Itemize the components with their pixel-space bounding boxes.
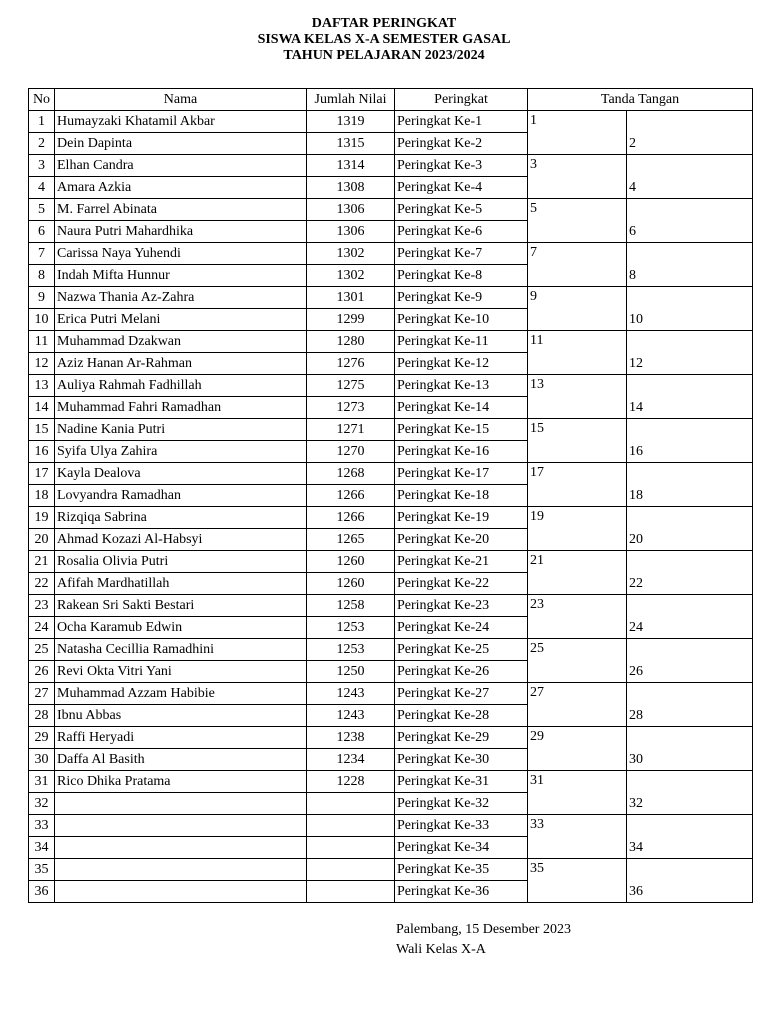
column-header-signature: Tanda Tangan [528, 89, 753, 111]
signature-slot-left [528, 221, 627, 243]
student-name: Afifah Mardhatillah [55, 573, 307, 595]
row-number: 17 [29, 463, 55, 485]
signature-slot-left [528, 573, 627, 595]
student-name: Naura Putri Mahardhika [55, 221, 307, 243]
student-name: Carissa Naya Yuhendi [55, 243, 307, 265]
signature-slot-right [627, 419, 753, 441]
signature-slot-right: 34 [627, 837, 753, 859]
rank-label: Peringkat Ke-30 [395, 749, 528, 771]
total-score [307, 815, 395, 837]
signature-slot-right: 14 [627, 397, 753, 419]
signature-slot-left: 35 [528, 859, 627, 881]
table-row [29, 375, 753, 397]
row-number: 7 [29, 243, 55, 265]
rank-label: Peringkat Ke-12 [395, 353, 528, 375]
table-row [29, 881, 753, 903]
total-score: 1260 [307, 573, 395, 595]
student-name: Ibnu Abbas [55, 705, 307, 727]
signature-slot-right [627, 771, 753, 793]
table-row [29, 551, 753, 573]
signature-slot-right [627, 815, 753, 837]
signature-slot-right [627, 727, 753, 749]
total-score: 1234 [307, 749, 395, 771]
total-score [307, 837, 395, 859]
column-header-name: Nama [55, 89, 307, 111]
student-name: Indah Mifta Hunnur [55, 265, 307, 287]
ranking-table [28, 88, 753, 903]
signature-slot-left [528, 309, 627, 331]
student-name: Rico Dhika Pratama [55, 771, 307, 793]
row-number: 29 [29, 727, 55, 749]
total-score: 1275 [307, 375, 395, 397]
rank-label: Peringkat Ke-15 [395, 419, 528, 441]
signature-slot-left [528, 353, 627, 375]
student-name: Muhammad Azzam Habibie [55, 683, 307, 705]
total-score [307, 881, 395, 903]
total-score: 1271 [307, 419, 395, 441]
student-name: Ahmad Kozazi Al-Habsyi [55, 529, 307, 551]
table-row [29, 133, 753, 155]
signature-slot-right: 30 [627, 749, 753, 771]
signature-slot-left [528, 441, 627, 463]
row-number: 16 [29, 441, 55, 463]
signature-slot-left [528, 485, 627, 507]
signature-slot-right [627, 463, 753, 485]
total-score: 1243 [307, 705, 395, 727]
student-name: Auliya Rahmah Fadhillah [55, 375, 307, 397]
student-name [55, 815, 307, 837]
table-row [29, 727, 753, 749]
student-name [55, 837, 307, 859]
row-number: 2 [29, 133, 55, 155]
rank-label: Peringkat Ke-19 [395, 507, 528, 529]
signature-slot-right: 28 [627, 705, 753, 727]
row-number: 34 [29, 837, 55, 859]
signature-slot-left: 33 [528, 815, 627, 837]
signature-slot-left [528, 793, 627, 815]
rank-label: Peringkat Ke-9 [395, 287, 528, 309]
table-row [29, 749, 753, 771]
rank-label: Peringkat Ke-34 [395, 837, 528, 859]
total-score: 1306 [307, 221, 395, 243]
rank-label: Peringkat Ke-20 [395, 529, 528, 551]
student-name: Daffa Al Basith [55, 749, 307, 771]
row-number: 20 [29, 529, 55, 551]
row-number: 28 [29, 705, 55, 727]
signature-slot-left: 9 [528, 287, 627, 309]
total-score: 1258 [307, 595, 395, 617]
rank-label: Peringkat Ke-27 [395, 683, 528, 705]
rank-label: Peringkat Ke-17 [395, 463, 528, 485]
signature-slot-right: 20 [627, 529, 753, 551]
total-score: 1306 [307, 199, 395, 221]
row-number: 1 [29, 111, 55, 133]
total-score: 1302 [307, 243, 395, 265]
table-row [29, 111, 753, 133]
rank-label: Peringkat Ke-5 [395, 199, 528, 221]
total-score: 1238 [307, 727, 395, 749]
signature-slot-left [528, 749, 627, 771]
student-name: Ocha Karamub Edwin [55, 617, 307, 639]
total-score: 1319 [307, 111, 395, 133]
signature-slot-right: 26 [627, 661, 753, 683]
rank-label: Peringkat Ke-28 [395, 705, 528, 727]
table-row [29, 617, 753, 639]
signature-slot-right [627, 507, 753, 529]
signature-slot-left: 3 [528, 155, 627, 177]
row-number: 3 [29, 155, 55, 177]
document-subtitle: SISWA KELAS X-A SEMESTER GASAL [257, 32, 511, 47]
rank-label: Peringkat Ke-23 [395, 595, 528, 617]
rank-label: Peringkat Ke-13 [395, 375, 528, 397]
place-date: Palembang, 15 Desember 2023 [396, 922, 571, 937]
signature-slot-right: 32 [627, 793, 753, 815]
rank-label: Peringkat Ke-11 [395, 331, 528, 353]
signature-slot-right [627, 331, 753, 353]
table-row [29, 815, 753, 837]
signature-slot-left: 19 [528, 507, 627, 529]
student-name: M. Farrel Abinata [55, 199, 307, 221]
signature-slot-right [627, 243, 753, 265]
total-score: 1276 [307, 353, 395, 375]
signature-slot-left [528, 133, 627, 155]
total-score: 1302 [307, 265, 395, 287]
total-score [307, 859, 395, 881]
signature-slot-right: 4 [627, 177, 753, 199]
rank-label: Peringkat Ke-31 [395, 771, 528, 793]
signature-slot-left: 5 [528, 199, 627, 221]
row-number: 35 [29, 859, 55, 881]
column-header-score: Jumlah Nilai [307, 89, 395, 111]
signature-slot-left [528, 617, 627, 639]
signature-slot-left [528, 397, 627, 419]
table-row [29, 441, 753, 463]
row-number: 33 [29, 815, 55, 837]
signature-slot-right [627, 551, 753, 573]
row-number: 11 [29, 331, 55, 353]
total-score: 1243 [307, 683, 395, 705]
total-score: 1253 [307, 639, 395, 661]
total-score: 1260 [307, 551, 395, 573]
row-number: 30 [29, 749, 55, 771]
student-name: Natasha Cecillia Ramadhini [55, 639, 307, 661]
row-number: 26 [29, 661, 55, 683]
student-name: Rizqiqa Sabrina [55, 507, 307, 529]
rank-label: Peringkat Ke-18 [395, 485, 528, 507]
rank-label: Peringkat Ke-4 [395, 177, 528, 199]
student-name: Amara Azkia [55, 177, 307, 199]
signature-slot-left [528, 705, 627, 727]
signature-slot-left: 27 [528, 683, 627, 705]
table-row [29, 287, 753, 309]
total-score: 1314 [307, 155, 395, 177]
row-number: 8 [29, 265, 55, 287]
student-name: Revi Okta Vitri Yani [55, 661, 307, 683]
rank-label: Peringkat Ke-16 [395, 441, 528, 463]
rank-label: Peringkat Ke-26 [395, 661, 528, 683]
signature-slot-left: 13 [528, 375, 627, 397]
signature-slot-left [528, 177, 627, 199]
student-name [55, 793, 307, 815]
signature-slot-left: 29 [528, 727, 627, 749]
signature-slot-right: 8 [627, 265, 753, 287]
student-name: Muhammad Dzakwan [55, 331, 307, 353]
table-body [29, 111, 753, 903]
table-row [29, 529, 753, 551]
row-number: 14 [29, 397, 55, 419]
rank-label: Peringkat Ke-22 [395, 573, 528, 595]
total-score: 1273 [307, 397, 395, 419]
table-row [29, 683, 753, 705]
rank-label: Peringkat Ke-25 [395, 639, 528, 661]
row-number: 22 [29, 573, 55, 595]
total-score: 1268 [307, 463, 395, 485]
student-name: Kayla Dealova [55, 463, 307, 485]
signature-slot-right: 10 [627, 309, 753, 331]
signature-slot-right [627, 375, 753, 397]
total-score [307, 793, 395, 815]
signature-slot-left: 11 [528, 331, 627, 353]
student-name: Syifa Ulya Zahira [55, 441, 307, 463]
total-score: 1266 [307, 485, 395, 507]
student-name: Humayzaki Khatamil Akbar [55, 111, 307, 133]
table-row [29, 793, 753, 815]
signature-slot-left: 17 [528, 463, 627, 485]
table-row [29, 309, 753, 331]
signature-slot-left: 21 [528, 551, 627, 573]
rank-label: Peringkat Ke-8 [395, 265, 528, 287]
rank-label: Peringkat Ke-36 [395, 881, 528, 903]
signature-slot-right [627, 199, 753, 221]
row-number: 13 [29, 375, 55, 397]
row-number: 5 [29, 199, 55, 221]
signature-slot-left: 25 [528, 639, 627, 661]
signature-slot-left: 7 [528, 243, 627, 265]
table-row [29, 331, 753, 353]
signature-slot-right: 22 [627, 573, 753, 595]
table-row [29, 639, 753, 661]
row-number: 21 [29, 551, 55, 573]
signature-slot-left [528, 661, 627, 683]
table-row [29, 463, 753, 485]
rank-label: Peringkat Ke-6 [395, 221, 528, 243]
table-row [29, 859, 753, 881]
rank-label: Peringkat Ke-21 [395, 551, 528, 573]
row-number: 6 [29, 221, 55, 243]
column-header-rank: Peringkat [395, 89, 528, 111]
signature-slot-right [627, 859, 753, 881]
signature-slot-right [627, 683, 753, 705]
table-row [29, 771, 753, 793]
total-score: 1250 [307, 661, 395, 683]
student-name: Lovyandra Ramadhan [55, 485, 307, 507]
student-name [55, 859, 307, 881]
signature-slot-left [528, 265, 627, 287]
column-header-no: No [29, 89, 55, 111]
table-row [29, 573, 753, 595]
row-number: 36 [29, 881, 55, 903]
row-number: 24 [29, 617, 55, 639]
row-number: 23 [29, 595, 55, 617]
signature-slot-left: 15 [528, 419, 627, 441]
table-row [29, 507, 753, 529]
signature-slot-left: 23 [528, 595, 627, 617]
table-row [29, 353, 753, 375]
rank-label: Peringkat Ke-2 [395, 133, 528, 155]
document-header [0, 16, 768, 64]
student-name: Rakean Sri Sakti Bestari [55, 595, 307, 617]
table-row [29, 661, 753, 683]
signature-slot-right [627, 287, 753, 309]
row-number: 4 [29, 177, 55, 199]
row-number: 19 [29, 507, 55, 529]
rank-label: Peringkat Ke-35 [395, 859, 528, 881]
signature-slot-right: 24 [627, 617, 753, 639]
signature-slot-right: 6 [627, 221, 753, 243]
total-score: 1315 [307, 133, 395, 155]
row-number: 18 [29, 485, 55, 507]
row-number: 31 [29, 771, 55, 793]
total-score: 1266 [307, 507, 395, 529]
table-row [29, 485, 753, 507]
signature-slot-right: 36 [627, 881, 753, 903]
document-title: DAFTAR PERINGKAT [311, 16, 457, 31]
signature-slot-left [528, 529, 627, 551]
student-name: Raffi Heryadi [55, 727, 307, 749]
total-score: 1280 [307, 331, 395, 353]
table-row [29, 221, 753, 243]
table-row [29, 705, 753, 727]
student-name: Muhammad Fahri Ramadhan [55, 397, 307, 419]
student-name: Elhan Candra [55, 155, 307, 177]
signature-slot-right: 16 [627, 441, 753, 463]
rank-label: Peringkat Ke-24 [395, 617, 528, 639]
student-name: Nadine Kania Putri [55, 419, 307, 441]
row-number: 15 [29, 419, 55, 441]
signature-block [396, 920, 571, 960]
total-score: 1301 [307, 287, 395, 309]
homeroom-teacher-title: Wali Kelas X-A [396, 942, 486, 957]
row-number: 10 [29, 309, 55, 331]
total-score: 1270 [307, 441, 395, 463]
rank-label: Peringkat Ke-3 [395, 155, 528, 177]
academic-year: TAHUN PELAJARAN 2023/2024 [283, 48, 485, 63]
total-score: 1265 [307, 529, 395, 551]
signature-slot-left: 1 [528, 111, 627, 133]
table-row [29, 265, 753, 287]
signature-slot-right [627, 111, 753, 133]
signature-slot-left: 31 [528, 771, 627, 793]
signature-slot-left [528, 881, 627, 903]
student-name: Erica Putri Melani [55, 309, 307, 331]
student-name: Rosalia Olivia Putri [55, 551, 307, 573]
row-number: 25 [29, 639, 55, 661]
signature-slot-right [627, 155, 753, 177]
signature-slot-right: 18 [627, 485, 753, 507]
table-row [29, 177, 753, 199]
table-row [29, 595, 753, 617]
table-row [29, 155, 753, 177]
table-row [29, 397, 753, 419]
signature-slot-right [627, 639, 753, 661]
rank-label: Peringkat Ke-10 [395, 309, 528, 331]
signature-slot-right: 12 [627, 353, 753, 375]
signature-slot-left [528, 837, 627, 859]
row-number: 9 [29, 287, 55, 309]
student-name [55, 881, 307, 903]
table-row [29, 837, 753, 859]
total-score: 1228 [307, 771, 395, 793]
table-row [29, 199, 753, 221]
row-number: 32 [29, 793, 55, 815]
rank-label: Peringkat Ke-29 [395, 727, 528, 749]
rank-label: Peringkat Ke-33 [395, 815, 528, 837]
rank-label: Peringkat Ke-7 [395, 243, 528, 265]
student-name: Dein Dapinta [55, 133, 307, 155]
signature-slot-right: 2 [627, 133, 753, 155]
table-header-row [29, 89, 753, 111]
table-row [29, 243, 753, 265]
total-score: 1308 [307, 177, 395, 199]
student-name: Aziz Hanan Ar-Rahman [55, 353, 307, 375]
rank-label: Peringkat Ke-14 [395, 397, 528, 419]
table-row [29, 419, 753, 441]
rank-label: Peringkat Ke-1 [395, 111, 528, 133]
signature-slot-right [627, 595, 753, 617]
row-number: 12 [29, 353, 55, 375]
total-score: 1253 [307, 617, 395, 639]
row-number: 27 [29, 683, 55, 705]
total-score: 1299 [307, 309, 395, 331]
student-name: Nazwa Thania Az-Zahra [55, 287, 307, 309]
rank-label: Peringkat Ke-32 [395, 793, 528, 815]
